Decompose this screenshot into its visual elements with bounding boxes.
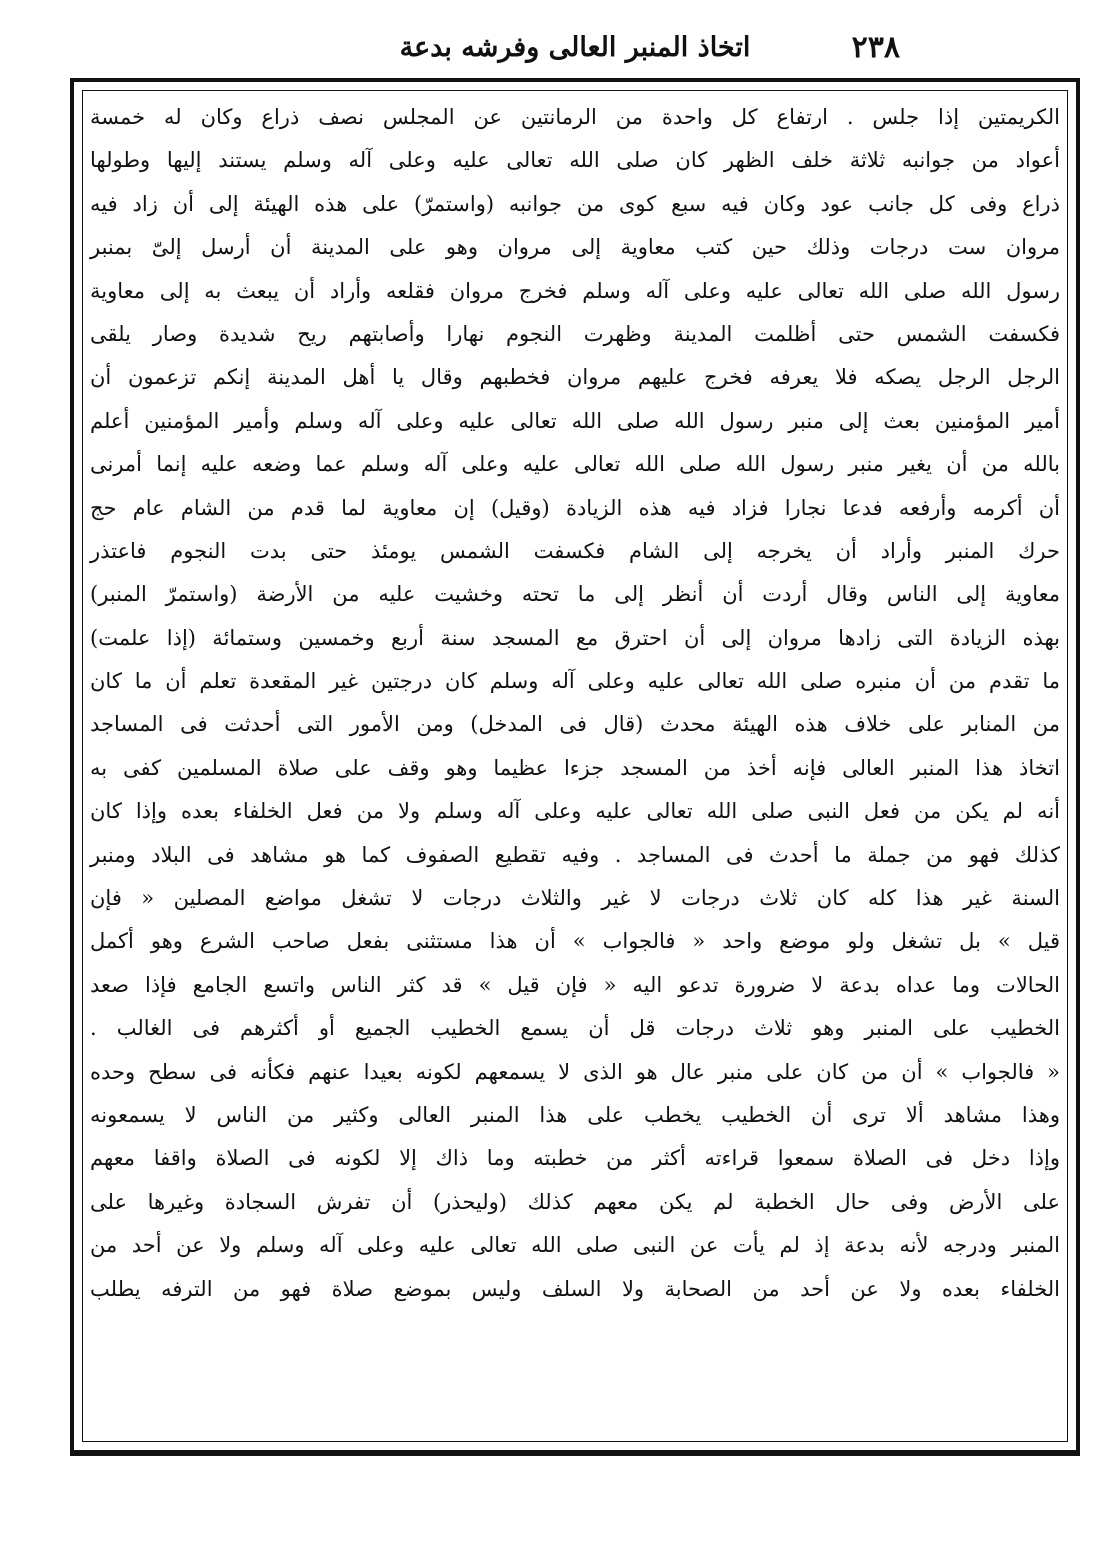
text-line — [88, 1354, 1062, 1397]
text-line — [88, 1311, 1062, 1354]
text-line: حرك المنبر وأراد أن يخرجه إلى الشام فكسفت الشمس يومئذ حتى بدت النجوم فاعتذر — [90, 538, 1060, 563]
text-line: الخلفاء بعده ولا عن أحد من الصحابة ولا السلف وليس بموضع صلاة فهو من الترفه يطلب — [90, 1276, 1060, 1301]
text-line: الحالات وما عداه بدعة لا ضرورة تدعو اليه « فإن قيل » قد كثر الناس واتسع الجامع فإذا صعد — [90, 972, 1060, 997]
text-line: أعواد من جوانبه ثلاثة خلف الظهر كان صلى الله تعالى عليه وعلى آله وسلم يستند إليها وطولها — [90, 148, 1060, 173]
text-line: اتخاذ هذا المنبر العالى فإنه أخذ من المسجد جزءا عظيما وهو وقف على صلاة المسلمين كفى به — [90, 755, 1060, 780]
running-title: اتخاذ المنبر العالى وفرشه بدعة — [399, 32, 751, 63]
text-line: « فالجواب » أن من كان على منبر عال هو الذى لا يسمعهم لكونه بعيدا عنهم فكأنه فى سطح وحده — [90, 1059, 1060, 1084]
text-line: من المنابر على خلاف هذه الهيئة محدث (قال فى المدخل) ومن الأمور التى أحدثت فى المساجد — [90, 712, 1060, 737]
text-line: كذلك فهو من جملة ما أحدث فى المساجد . وفيه تقطيع الصفوف كما هو مشاهد فى البلاد ومنبر — [90, 842, 1060, 867]
text-line: الرجل الرجل يصكه فلا يعرفه فخرج عليهم مروان فخطبهم وقال يا أهل المدينة إنكم تزعمون أن — [90, 365, 1060, 390]
text-line: مروان ست درجات وذلك حين كتب معاوية إلى مروان وهو على المدينة أن أرسل إلىّ بمنبر — [90, 235, 1060, 260]
text-line: أنه لم يكن من فعل النبى صلى الله تعالى عليه وعلى آله وسلم ولا من فعل الخلفاء بعده وإذا كان — [90, 799, 1060, 824]
text-line: معاوية إلى الناس وقال أردت أن أنظر إلى ما تحته وخشيت عليه من الأرضة (واستمرّ المنبر) — [90, 582, 1060, 607]
page-border-outer — [70, 78, 1080, 1456]
text-line — [88, 1398, 1062, 1436]
text-line: بالله من أن يغير منبر رسول الله صلى الله تعالى عليه وعلى آله وسلم عما وضعه عليه إنما أمرنى — [90, 452, 1060, 477]
text-line: على الأرض وفى حال الخطبة لم يكن معهم كذلك (وليحذر) أن تفرش السجادة وغيرها على — [90, 1189, 1060, 1214]
text-line: أن أكرمه وأرفعه فدعا نجارا فزاد فيه هذه الزيادة (وقيل) إن معاوية لما قدم من الشام عام حج — [90, 495, 1060, 520]
text-line: الكريمتين إذا جلس . ارتفاع كل واحدة من الرمانتين عن المجلس نصف ذراع وكان له خمسة — [90, 105, 1060, 129]
text-line: أمير المؤمنين بعث إلى منبر رسول الله صلى الله تعالى عليه وعلى آله وسلم وأمير المؤمنين أعلم — [90, 408, 1060, 433]
page-header — [70, 28, 1080, 74]
text-line: ما تقدم من أن منبره صلى الله تعالى عليه وعلى آله وسلم كان درجتين غير المقعدة تعلم أن ما كان — [90, 669, 1060, 694]
page-number: ٢٣٨ — [851, 30, 900, 65]
text-line: وإذا دخل فى الصلاة سمعوا قراءته أكثر من خطبته وما ذاك إلا لكونه فى الصلاة واقفا معهم — [90, 1146, 1060, 1171]
text-line: المنبر ودرجه لأنه بدعة إذ لم يأت عن النبى صلى الله تعالى عليه وعلى آله وسلم ولا عن أحد من — [90, 1233, 1060, 1258]
text-line: رسول الله صلى الله تعالى عليه وعلى آله وسلم فخرج مروان فقلعه وأراد أن يبعث به إلى معاوية — [90, 278, 1060, 303]
text-line: السنة غير هذا كله كان ثلاث درجات لا غير والثلاث درجات لا تشغل مواضع المصلين « فإن — [90, 886, 1060, 911]
text-line: قيل » بل تشغل ولو موضع واحد « فالجواب » أن هذا مستثنى بفعل صاحب الشرع وهو أكمل — [90, 929, 1060, 954]
text-line: فكسفت الشمس حتى أظلمت المدينة وظهرت النجوم نهارا وأصابتهم ريح شديدة وصار يلقى — [90, 321, 1060, 346]
text-line: الخطيب على المنبر وهو ثلاث درجات قل أن يسمع الخطيب الجميع أو أكثرهم فى الغالب . — [90, 1016, 1060, 1041]
text-line: وهذا مشاهد ألا ترى أن الخطيب يخطب على هذا المنبر العالى وكثير من الناس لا يسمعونه — [90, 1102, 1060, 1127]
body-text — [88, 96, 1062, 1436]
text-line: بهذه الزيادة التى زادها مروان إلى أن احترق مع المسجد سنة أربع وخمسين وستمائة (إذا علمت) — [90, 625, 1060, 650]
text-line: ذراع وفى كل جانب عود وكان فيه سبع كوى من جوانبه (واستمرّ) على هذه الهيئة إلى أن زاد فيه — [90, 191, 1060, 216]
